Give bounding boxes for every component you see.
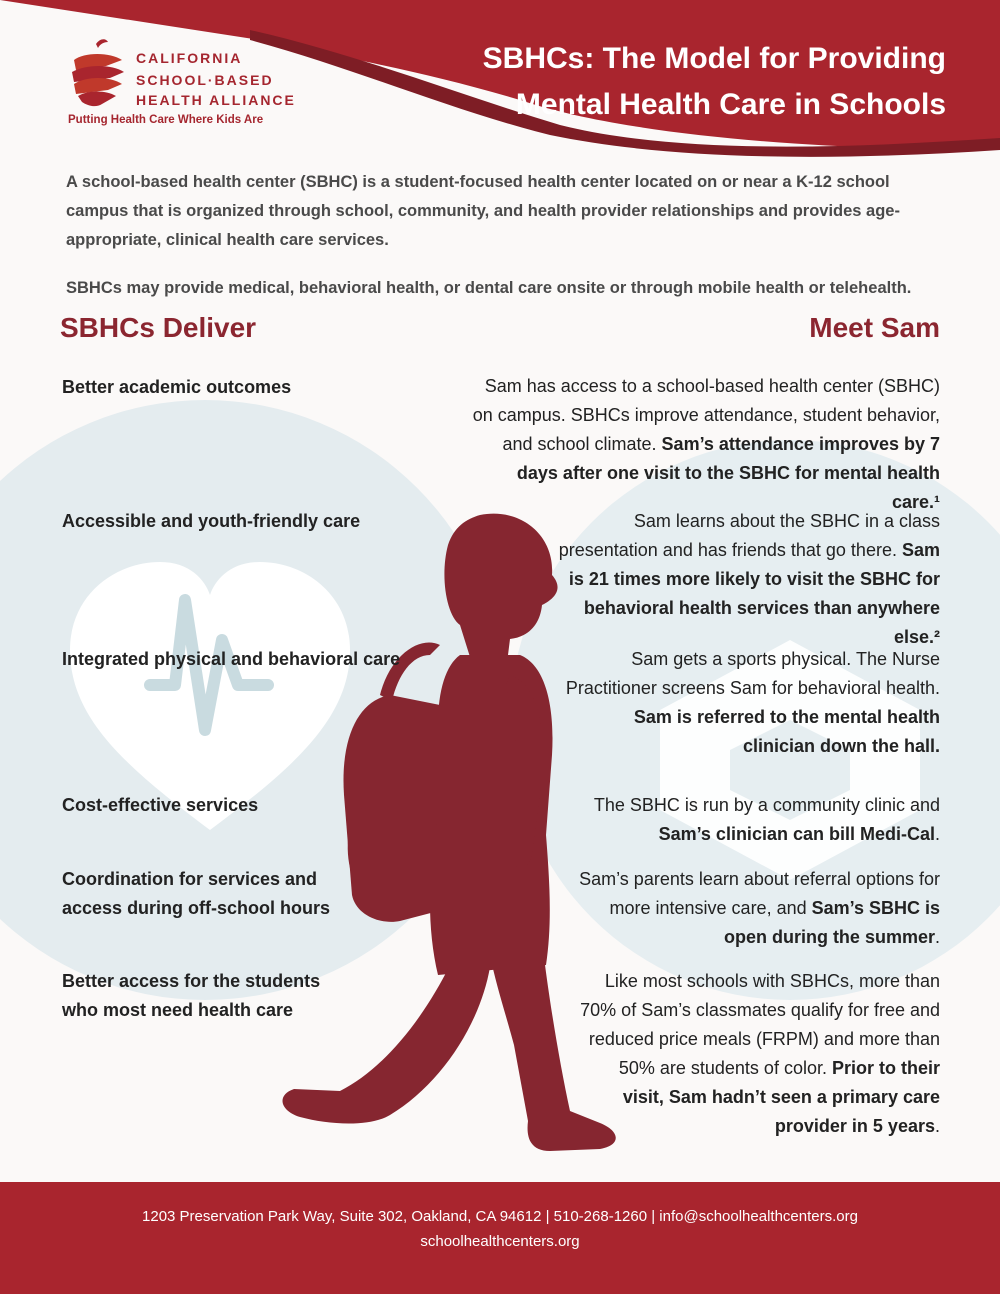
sam-item-tail: . xyxy=(934,824,940,844)
sam-item-highlight: Sam is 21 times more likely to visit the SBHC for behavioral health services than anywhere else.² xyxy=(568,540,940,647)
deliver-item-integrated-care: Integrated physical and behavioral care xyxy=(62,649,401,669)
sam-item-text: Like most schools with SBHCs, more than 70% of Sam’s classmates qualify for free and reduced price meals (FRPM) and more than 50% are students of color. xyxy=(580,971,940,1078)
intro-paragraph-services: SBHCs may provide medical, behavioral health, or dental care onsite or through mobile health or telehealth. xyxy=(66,279,912,297)
deliver-item-coordination: Coordination for services and access during off-school hours xyxy=(62,869,331,918)
logo-text-school-based: SCHOOL·BASED xyxy=(136,72,274,88)
page-title-line2: Mental Health Care in Schools xyxy=(515,88,946,121)
sam-item-sports-physical xyxy=(560,645,940,761)
sam-item-highlight: Sam’s attendance improves by 7 days after one visit to the SBHC for mental health care.¹ xyxy=(516,434,940,512)
sam-item-referral-options xyxy=(570,865,940,952)
sam-item-classmates xyxy=(580,967,940,1141)
sam-item-attendance xyxy=(470,372,940,517)
meet-sam-heading: Meet Sam xyxy=(809,312,940,343)
logo-text-california: CALIFORNIA xyxy=(136,50,243,66)
sbhcs-deliver-heading: SBHCs Deliver xyxy=(60,312,257,343)
sam-item-tail: . xyxy=(934,927,940,947)
sam-item-highlight: Prior to their visit, Sam hadn’t seen a primary care provider in 5 years xyxy=(622,1058,940,1136)
sam-item-text: The SBHC is run by a community clinic and xyxy=(593,795,940,815)
footer xyxy=(0,1182,1000,1294)
sam-item-text: Sam gets a sports physical. The Nurse Practitioner screens Sam for behavioral health. xyxy=(565,649,940,698)
deliver-item-academic: Better academic outcomes xyxy=(62,377,292,397)
logo-tagline: Putting Health Care Where Kids Are xyxy=(68,114,264,126)
deliver-item-accessible-care: Accessible and youth-friendly care xyxy=(62,511,361,531)
footer-website-link[interactable]: schoolhealthcenters.org xyxy=(420,1233,580,1250)
alliance-logo xyxy=(66,36,296,136)
deliver-item-cost-effective: Cost-effective services xyxy=(62,795,259,815)
sam-item-highlight: Sam is referred to the mental health clinician down the hall. xyxy=(633,707,940,756)
sam-item-highlight: Sam’s clinician can bill Medi-Cal xyxy=(658,824,935,844)
intro-paragraph: A school-based health center (SBHC) is a student-focused health center located on or near a K-12 school campus that is organized through school, community, and health provider relationships and provides age-appropriate, clinical health care services. xyxy=(66,173,900,249)
sam-item-text: Sam learns about the SBHC in a class presentation and has friends that go there. xyxy=(558,511,940,560)
sam-item-text: Sam has access to a school-based health center (SBHC) on campus. SBHCs improve attendance, student behavior, and school climate. xyxy=(472,376,940,454)
sam-item-highlight: Sam’s SBHC is open during the summer xyxy=(723,898,940,947)
deliver-item-better-access: Better access for the students who most need health care xyxy=(62,971,321,1020)
page-title-line1: SBHCs: The Model for Providing xyxy=(482,42,946,75)
apple-logo-icon xyxy=(66,36,130,114)
footer-contact-info: 1203 Preservation Park Way, Suite 302, Oakland, CA 94612 | 510-268-1260 | info@schoolhealthcenters.org xyxy=(142,1208,858,1225)
logo-text-health-alliance: HEALTH ALLIANCE xyxy=(136,92,296,108)
sam-item-text: Sam’s parents learn about referral options for more intensive care, and xyxy=(579,869,940,918)
sam-item-tail: . xyxy=(934,1116,940,1136)
sam-item-medi-cal xyxy=(580,791,940,849)
page-title xyxy=(426,36,946,128)
sam-item-class-presentation xyxy=(540,507,940,652)
